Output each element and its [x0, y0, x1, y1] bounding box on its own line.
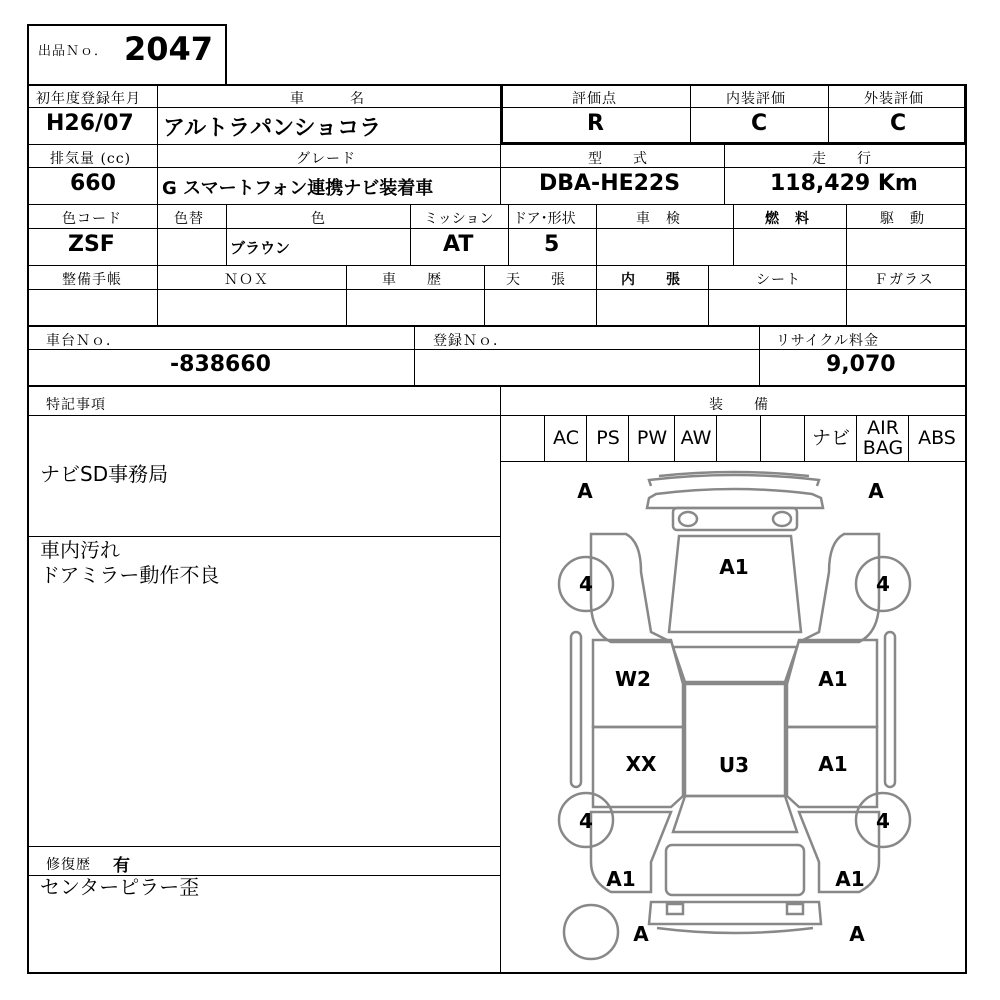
quarter-r-grade: A1	[835, 867, 865, 891]
chassis-value: -838660	[170, 352, 271, 377]
rear-window	[673, 796, 797, 832]
score-label: 評価点	[572, 91, 617, 107]
equip-v3	[628, 416, 629, 461]
regno-label: 登録Ｎｏ．	[433, 333, 508, 349]
front-door-l-grade: W2	[615, 667, 651, 691]
colorcode-label: 色コード	[62, 211, 122, 227]
row4-mid	[27, 289, 967, 290]
row3-mid	[27, 228, 967, 229]
front-bumper-l-grade: A	[577, 479, 593, 503]
mission-value: AT	[443, 232, 474, 257]
row4-v5	[708, 265, 709, 326]
row4-bottom	[27, 325, 967, 327]
row4-v4	[596, 265, 597, 326]
mirror-l	[571, 632, 581, 787]
row2-bottom	[27, 204, 967, 205]
row3-v3	[410, 204, 411, 265]
row3-v1	[157, 204, 158, 265]
exterior-value: C	[890, 111, 907, 136]
reg-value: H26/07	[46, 111, 134, 136]
nox-label: ＮＯＸ	[224, 272, 269, 288]
row1-mid	[27, 107, 967, 108]
recolor-label: 色替	[174, 211, 204, 227]
mission-label: ミッション	[424, 211, 494, 227]
tire-rl-grade: 4	[579, 809, 593, 833]
interior-value: C	[751, 111, 768, 136]
lot-box-left	[27, 24, 29, 85]
equipment-label: 装 備	[709, 397, 769, 413]
row1-v2	[500, 84, 503, 144]
equip-v4	[674, 416, 675, 461]
mileage-label: 走 行	[812, 151, 872, 167]
fuel-label: 燃 料	[765, 211, 810, 227]
front-door-r-grade: A1	[818, 667, 848, 691]
equip-v2	[586, 416, 587, 461]
grade-value: G スマートフォン連携ナビ装着車	[162, 178, 434, 199]
windshield	[673, 647, 797, 682]
row2-v1	[157, 144, 158, 204]
frame-bottom	[27, 972, 967, 974]
mileage-value: 118,429 Km	[770, 171, 918, 196]
tire-fl-grade: 4	[579, 572, 593, 596]
color-value: ブラウン	[230, 239, 291, 257]
row3-v7	[846, 204, 847, 265]
equip-v8	[856, 416, 857, 461]
equip-abs: ABS	[918, 427, 956, 449]
equip-pw: PW	[636, 427, 668, 449]
row5-v1	[414, 326, 415, 386]
grade-label: グレード	[296, 151, 356, 167]
equip-aw: AW	[680, 427, 712, 449]
notes-header-line	[27, 415, 967, 416]
name-label: 車 名	[290, 91, 365, 107]
tire-fr-grade: 4	[876, 572, 890, 596]
lot-box-right	[225, 24, 227, 85]
seat-label: シート	[756, 272, 801, 288]
row5-v2	[759, 326, 760, 386]
model-label: 型 式	[588, 151, 648, 167]
windshield-grade: A1	[719, 555, 749, 579]
inspection-label: 車 検	[636, 211, 681, 227]
recycle-value: 9,070	[826, 352, 896, 377]
front-bumper	[649, 472, 819, 486]
roof	[685, 684, 785, 796]
row1-v3	[690, 84, 691, 144]
equip-v7	[804, 416, 805, 461]
repair-label: 修復歴	[46, 857, 91, 873]
quarter-l-grade: A1	[606, 867, 636, 891]
row4-v1	[157, 265, 158, 326]
front-bumper-outline	[647, 489, 823, 508]
lot-label: 出品Ｎｏ．	[38, 44, 109, 59]
score-box-bottom	[500, 142, 967, 145]
model-value: DBA-HE22S	[539, 171, 681, 196]
row4-v3	[484, 265, 485, 326]
row2-v3	[724, 144, 725, 204]
repair-text: センターピラー歪	[40, 875, 200, 899]
color-label: 色	[311, 211, 326, 227]
row3-v5	[596, 204, 597, 265]
equip-navi: ナビ	[811, 427, 850, 449]
score-value: R	[587, 111, 604, 136]
equip-v1	[544, 416, 545, 461]
rear-hatch	[666, 845, 804, 895]
glass-label: Ｆガラス	[874, 272, 934, 288]
notes-split	[27, 536, 501, 537]
rear-door-l-grade: XX	[625, 752, 657, 776]
row3-v4	[508, 204, 509, 265]
frame-left	[27, 84, 29, 974]
spare-tire	[564, 905, 618, 959]
equip-airbag-1: AIR	[867, 417, 899, 439]
tire-rr-grade: 4	[876, 809, 890, 833]
reg-label: 初年度登録年月	[36, 91, 141, 107]
rear-bumper-r-grade: A	[849, 922, 865, 946]
row1-v4	[828, 84, 829, 144]
interior-trim-label: 内 張	[621, 272, 681, 288]
front-bumper-r-grade: A	[868, 479, 884, 503]
door-label: ドア･形状	[513, 211, 576, 227]
repair-top	[27, 846, 501, 847]
score-box-right	[964, 84, 967, 144]
frame-top	[27, 84, 967, 86]
row3-v6	[733, 204, 734, 265]
repair-value: 有	[113, 856, 130, 876]
manual-label: 整備手帳	[62, 272, 122, 288]
drive-label: 駆 動	[880, 211, 925, 227]
row5-bottom	[27, 385, 967, 387]
equip-airbag-2: BAG	[862, 437, 904, 459]
recycle-label: リサイクル料金	[776, 333, 880, 349]
equip-ac: AC	[553, 427, 579, 449]
equip-v5	[716, 416, 717, 461]
rear-bumper-l-grade: A	[633, 922, 649, 946]
name-value: アルトラパンショコラ	[163, 116, 382, 141]
row4-v2	[346, 265, 347, 326]
door-value: 5	[544, 232, 560, 257]
rear-lamp-l	[667, 904, 683, 914]
rear-bumper-lower	[657, 928, 813, 933]
interior-label: 内装評価	[726, 91, 786, 107]
hood	[669, 536, 801, 632]
frame-right	[965, 84, 967, 974]
rear-lamp-r	[787, 904, 803, 914]
row3-bottom	[27, 265, 967, 266]
exterior-label: 外装評価	[864, 91, 924, 107]
front-emblem-l	[679, 512, 697, 526]
front-emblem-r	[773, 512, 791, 526]
equip-ps: PS	[596, 427, 620, 449]
cc-value: 660	[70, 171, 116, 196]
row2-v2	[500, 144, 501, 204]
cc-label: 排気量 (cc)	[50, 151, 132, 167]
lot-box-top	[27, 24, 227, 26]
row4-v6	[846, 265, 847, 326]
notes-label: 特記事項	[46, 397, 106, 413]
row1-v1	[157, 84, 158, 144]
rear-door-r-grade: A1	[818, 752, 848, 776]
colorcode-value: ZSF	[68, 232, 115, 257]
equip-v6	[760, 416, 761, 461]
lot-number: 2047	[124, 30, 214, 68]
car-diagram	[501, 462, 965, 972]
notes-text-1: ナビSD事務局	[40, 462, 169, 486]
row3-v2	[226, 204, 227, 265]
notes-text-2: 車内汚れ ドアミラー動作不良	[40, 538, 220, 587]
ceiling-label: 天 張	[506, 272, 566, 288]
chassis-label: 車台Ｎｏ．	[46, 333, 121, 349]
mirror-r	[885, 632, 895, 787]
roof-grade: U3	[718, 753, 750, 777]
history-label: 車 歴	[382, 272, 442, 288]
equip-v9	[908, 416, 909, 461]
